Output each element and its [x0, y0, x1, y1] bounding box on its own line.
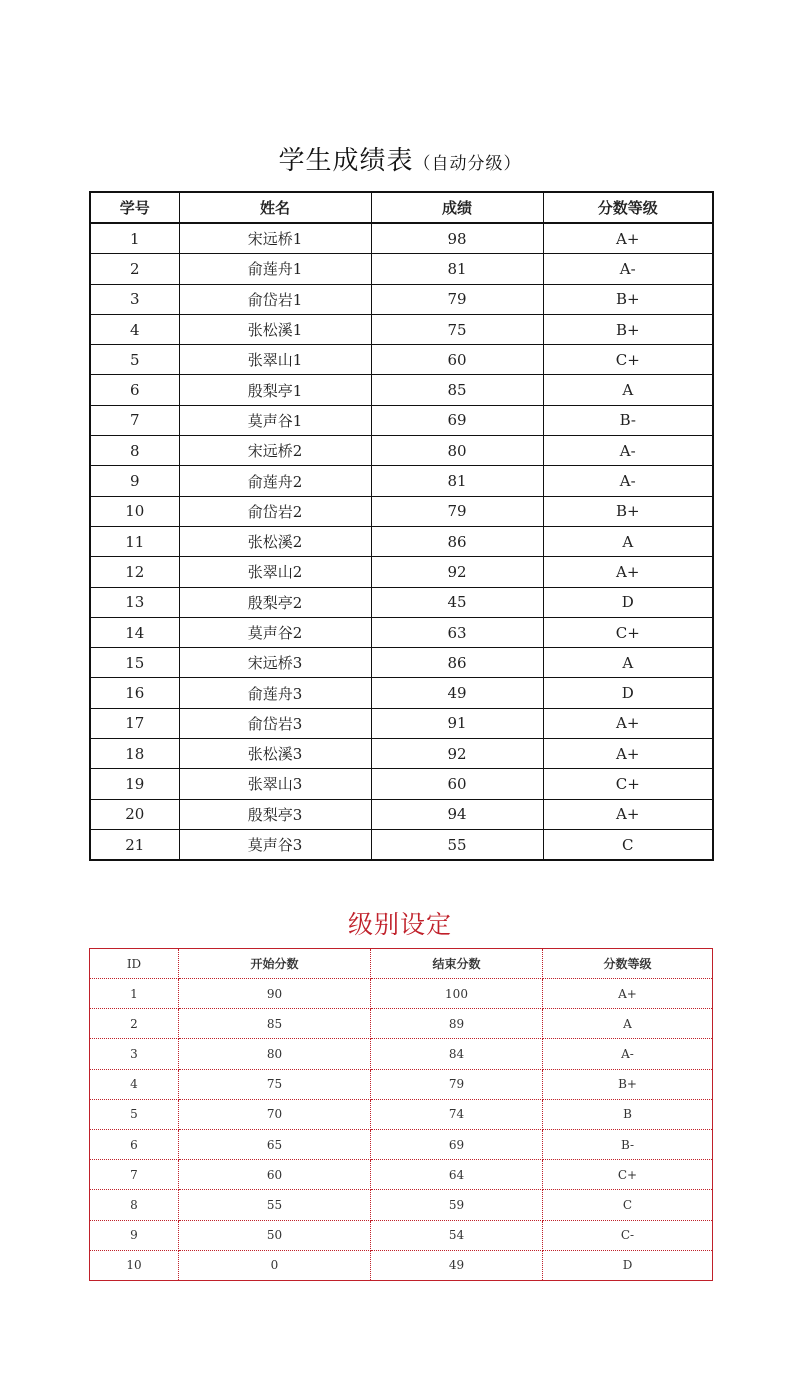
- student-id-cell: 21: [90, 829, 179, 860]
- student-id-cell: 13: [90, 587, 179, 617]
- table-row: [90, 557, 713, 587]
- grade-cell: B-: [543, 405, 713, 435]
- grade-cell: A+: [543, 739, 713, 769]
- student-name-cell: 宋远桥1: [179, 223, 371, 254]
- start-score-cell: 80: [179, 1039, 371, 1069]
- student-id-cell: 10: [90, 496, 179, 526]
- grade-cell: A-: [543, 254, 713, 284]
- table-row: [90, 829, 713, 860]
- score-cell: 69: [371, 405, 543, 435]
- student-id-cell: 9: [90, 466, 179, 496]
- level-id-cell: 10: [90, 1250, 179, 1280]
- end-score-cell: 69: [371, 1129, 543, 1159]
- start-score-cell: 55: [179, 1190, 371, 1220]
- header-student-id: 学号: [90, 192, 179, 223]
- level-grade-cell: A: [543, 1009, 713, 1039]
- level-row: [90, 1129, 713, 1159]
- header-end-score: 结束分数: [371, 949, 543, 979]
- header-score: 成绩: [371, 192, 543, 223]
- table-row: [90, 254, 713, 284]
- student-id-cell: 15: [90, 648, 179, 678]
- student-id-cell: 16: [90, 678, 179, 708]
- student-name-cell: 宋远桥2: [179, 436, 371, 466]
- levels-body: [90, 979, 713, 1281]
- score-cell: 81: [371, 254, 543, 284]
- student-name-cell: 莫声谷2: [179, 617, 371, 647]
- table-row: [90, 799, 713, 829]
- table-row: [90, 223, 713, 254]
- student-id-cell: 18: [90, 739, 179, 769]
- table-row: [90, 345, 713, 375]
- student-id-cell: 8: [90, 436, 179, 466]
- student-name-cell: 张翠山2: [179, 557, 371, 587]
- score-cell: 85: [371, 375, 543, 405]
- student-id-cell: 6: [90, 375, 179, 405]
- end-score-cell: 74: [371, 1099, 543, 1129]
- score-cell: 75: [371, 314, 543, 344]
- grade-cell: C+: [543, 345, 713, 375]
- table-row: [90, 375, 713, 405]
- grade-cell: B+: [543, 284, 713, 314]
- score-cell: 86: [371, 648, 543, 678]
- score-cell: 63: [371, 617, 543, 647]
- student-name-cell: 俞岱岩3: [179, 708, 371, 738]
- end-score-cell: 100: [371, 979, 543, 1009]
- score-cell: 86: [371, 526, 543, 556]
- header-name: 姓名: [179, 192, 371, 223]
- table-row: [90, 526, 713, 556]
- table-row: [90, 617, 713, 647]
- score-cell: 80: [371, 436, 543, 466]
- table-row: [90, 314, 713, 344]
- score-cell: 60: [371, 769, 543, 799]
- start-score-cell: 70: [179, 1099, 371, 1129]
- level-grade-cell: B-: [543, 1129, 713, 1159]
- table-row: [90, 405, 713, 435]
- student-id-cell: 12: [90, 557, 179, 587]
- start-score-cell: 0: [179, 1250, 371, 1280]
- end-score-cell: 89: [371, 1009, 543, 1039]
- level-grade-cell: A-: [543, 1039, 713, 1069]
- header-level-id: ID: [90, 949, 179, 979]
- level-grade-cell: D: [543, 1250, 713, 1280]
- start-score-cell: 50: [179, 1220, 371, 1250]
- level-grade-cell: A+: [543, 979, 713, 1009]
- level-row: [90, 1160, 713, 1190]
- table-row: [90, 769, 713, 799]
- student-name-cell: 莫声谷3: [179, 829, 371, 860]
- table-row: [90, 648, 713, 678]
- student-id-cell: 3: [90, 284, 179, 314]
- level-grade-cell: C-: [543, 1220, 713, 1250]
- level-grade-cell: B+: [543, 1069, 713, 1099]
- student-name-cell: 俞莲舟1: [179, 254, 371, 284]
- start-score-cell: 60: [179, 1160, 371, 1190]
- table-row: [90, 708, 713, 738]
- student-id-cell: 5: [90, 345, 179, 375]
- score-cell: 60: [371, 345, 543, 375]
- level-id-cell: 4: [90, 1069, 179, 1099]
- score-cell: 92: [371, 557, 543, 587]
- grade-cell: D: [543, 587, 713, 617]
- end-score-cell: 79: [371, 1069, 543, 1099]
- student-id-cell: 7: [90, 405, 179, 435]
- scores-table: [89, 191, 714, 861]
- student-name-cell: 殷梨亭1: [179, 375, 371, 405]
- levels-table: [89, 948, 713, 1281]
- score-cell: 98: [371, 223, 543, 254]
- level-id-cell: 8: [90, 1190, 179, 1220]
- level-row: [90, 979, 713, 1009]
- grade-cell: A+: [543, 708, 713, 738]
- grade-cell: C+: [543, 769, 713, 799]
- score-cell: 45: [371, 587, 543, 617]
- scores-title-main: 学生成绩表: [278, 146, 414, 176]
- levels-title: 级别设定: [347, 910, 452, 939]
- score-cell: 49: [371, 678, 543, 708]
- student-id-cell: 17: [90, 708, 179, 738]
- student-id-cell: 14: [90, 617, 179, 647]
- table-row: [90, 284, 713, 314]
- scores-title-sub: （自动分级）: [413, 154, 522, 174]
- student-name-cell: 张翠山3: [179, 769, 371, 799]
- level-row: [90, 1039, 713, 1069]
- scores-header-row: [90, 192, 713, 223]
- level-id-cell: 2: [90, 1009, 179, 1039]
- level-row: [90, 1009, 713, 1039]
- header-grade: 分数等级: [543, 192, 713, 223]
- score-cell: 94: [371, 799, 543, 829]
- table-row: [90, 466, 713, 496]
- student-name-cell: 俞莲舟3: [179, 678, 371, 708]
- student-id-cell: 2: [90, 254, 179, 284]
- student-name-cell: 张松溪2: [179, 526, 371, 556]
- student-name-cell: 俞岱岩1: [179, 284, 371, 314]
- grade-cell: A+: [543, 799, 713, 829]
- level-row: [90, 1220, 713, 1250]
- grade-cell: C+: [543, 617, 713, 647]
- score-cell: 81: [371, 466, 543, 496]
- score-cell: 91: [371, 708, 543, 738]
- student-id-cell: 11: [90, 526, 179, 556]
- grade-cell: B+: [543, 496, 713, 526]
- end-score-cell: 54: [371, 1220, 543, 1250]
- student-id-cell: 20: [90, 799, 179, 829]
- level-id-cell: 3: [90, 1039, 179, 1069]
- score-cell: 55: [371, 829, 543, 860]
- start-score-cell: 65: [179, 1129, 371, 1159]
- grade-cell: B+: [543, 314, 713, 344]
- end-score-cell: 59: [371, 1190, 543, 1220]
- end-score-cell: 49: [371, 1250, 543, 1280]
- grade-cell: A: [543, 526, 713, 556]
- student-name-cell: 殷梨亭3: [179, 799, 371, 829]
- grade-cell: C: [543, 829, 713, 860]
- student-name-cell: 张松溪3: [179, 739, 371, 769]
- table-row: [90, 739, 713, 769]
- level-id-cell: 1: [90, 979, 179, 1009]
- header-start-score: 开始分数: [179, 949, 371, 979]
- level-grade-cell: C+: [543, 1160, 713, 1190]
- level-id-cell: 7: [90, 1160, 179, 1190]
- student-name-cell: 莫声谷1: [179, 405, 371, 435]
- grade-cell: A-: [543, 436, 713, 466]
- student-name-cell: 张松溪1: [179, 314, 371, 344]
- table-row: [90, 678, 713, 708]
- table-row: [90, 436, 713, 466]
- grade-cell: A+: [543, 557, 713, 587]
- header-level-grade: 分数等级: [543, 949, 713, 979]
- student-id-cell: 1: [90, 223, 179, 254]
- grade-cell: A+: [543, 223, 713, 254]
- level-id-cell: 9: [90, 1220, 179, 1250]
- student-name-cell: 宋远桥3: [179, 648, 371, 678]
- student-name-cell: 张翠山1: [179, 345, 371, 375]
- student-name-cell: 俞岱岩2: [179, 496, 371, 526]
- score-cell: 92: [371, 739, 543, 769]
- student-id-cell: 19: [90, 769, 179, 799]
- start-score-cell: 85: [179, 1009, 371, 1039]
- level-row: [90, 1099, 713, 1129]
- end-score-cell: 84: [371, 1039, 543, 1069]
- student-name-cell: 俞莲舟2: [179, 466, 371, 496]
- grade-cell: A-: [543, 466, 713, 496]
- level-grade-cell: B: [543, 1099, 713, 1129]
- grade-cell: A: [543, 648, 713, 678]
- scores-title: [0, 140, 800, 177]
- end-score-cell: 64: [371, 1160, 543, 1190]
- scores-body: [90, 223, 713, 860]
- grade-cell: A: [543, 375, 713, 405]
- table-row: [90, 587, 713, 617]
- table-row: [90, 496, 713, 526]
- level-id-cell: 5: [90, 1099, 179, 1129]
- score-cell: 79: [371, 496, 543, 526]
- level-row: [90, 1250, 713, 1280]
- level-row: [90, 1069, 713, 1099]
- level-row: [90, 1190, 713, 1220]
- student-name-cell: 殷梨亭2: [179, 587, 371, 617]
- start-score-cell: 75: [179, 1069, 371, 1099]
- student-id-cell: 4: [90, 314, 179, 344]
- score-cell: 79: [371, 284, 543, 314]
- grade-cell: D: [543, 678, 713, 708]
- level-id-cell: 6: [90, 1129, 179, 1159]
- levels-header-row: [90, 949, 713, 979]
- level-grade-cell: C: [543, 1190, 713, 1220]
- start-score-cell: 90: [179, 979, 371, 1009]
